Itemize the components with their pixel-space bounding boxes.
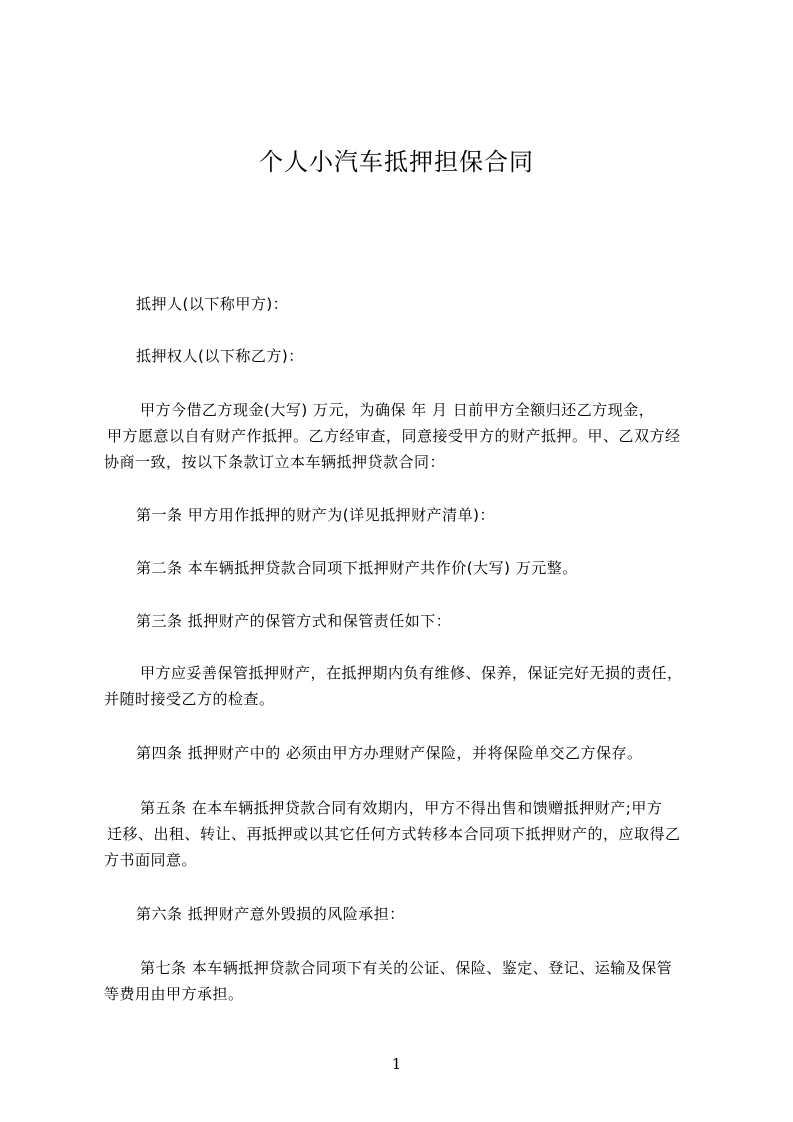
paragraph-line: 甲方今借乙方现金(大写) 万元，为确保 年 月 日前甲方全额归还乙方现金， [140,401,655,419]
paragraph-line: 抵押人(以下称甲方)： [136,295,289,313]
paragraph-line: 第五条 在本车辆抵押贷款合同有效期内，甲方不得出售和馈赠抵押财产;甲方 [140,799,663,817]
paragraph-line: 第一条 甲方用作抵押的财产为(详见抵押财产清单)： [136,506,495,524]
page-number: 1 [391,1055,402,1073]
paragraph-line: 并随时接受乙方的检查。 [104,690,275,708]
paragraph-line: 迁移、出租、转让、再抵押或以其它任何方式转移本合同项下抵押财产的，应取得乙 [107,825,681,843]
paragraph-line: 第四条 抵押财产中的 必须由甲方办理财产保险，并将保险单交乙方保存。 [136,744,643,762]
paragraph-line: 第三条 抵押财产的保管方式和保管责任如下： [136,612,452,630]
article-1 [136,502,728,528]
paragraph-line: 第六条 抵押财产意外毁损的风险承担： [136,905,405,923]
paragraph-line: 方书面同意。 [104,851,198,869]
party-b-line [136,343,728,369]
party-a-line [136,291,728,317]
article-2 [136,555,728,581]
article-3 [136,608,728,634]
article-7 [104,955,696,1007]
paragraph-line: 甲方愿意以自有财产作抵押。乙方经审查，同意接受甲方的财产抵押。甲、乙双方经 [107,427,681,445]
paragraph-line: 第七条 本车辆抵押贷款合同项下有关的公证、保险、鉴定、登记、运输及保管 [140,959,673,977]
article-6 [136,901,728,927]
article-4 [136,740,728,766]
paragraph-line: 甲方应妥善保管抵押财产，在抵押期内负有维修、保养，保证完好无损的责任， [140,664,683,682]
article-3-detail [104,660,696,712]
article-5 [104,795,696,873]
paragraph-line: 抵押权人(以下称乙方)： [136,347,304,365]
document-title: 个人小汽车抵押担保合同 [259,148,534,176]
paragraph-line: 第二条 本车辆抵押贷款合同项下抵押财产共作价(大写) 万元整。 [136,559,578,577]
preamble-paragraph [104,397,696,475]
paragraph-line: 等费用由甲方承担。 [104,985,244,1003]
paragraph-line: 协商一致，按以下条款订立本车辆抵押贷款合同： [104,453,446,471]
